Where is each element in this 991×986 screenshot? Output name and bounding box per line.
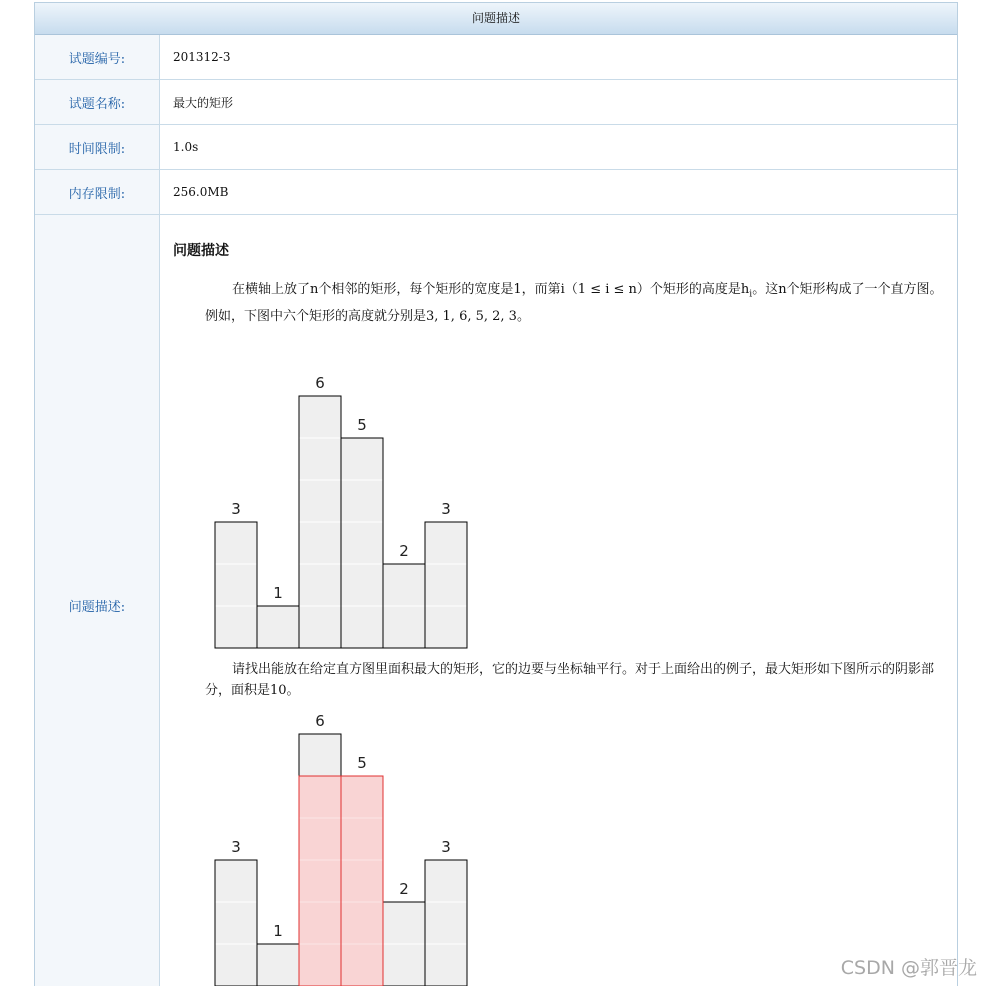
problem-panel [34, 2, 958, 986]
chart2-data-label: 2 [399, 880, 409, 898]
chart1-data-label: 2 [399, 542, 409, 560]
chart2-data-label: 5 [357, 754, 367, 772]
paragraph-1-text-b: 。这n个矩形构成了一个直方图。例如，下图中六个矩形的高度就分别是3, 1, 6, 5, 2, 3。 [205, 282, 943, 324]
field-row-name [35, 80, 957, 125]
field-label-description: 问题描述: [35, 215, 160, 986]
field-row-description [35, 215, 957, 986]
chart1-bar [215, 522, 257, 648]
paragraph-1-text-a: 在横轴上放了n个相邻的矩形，每个矩形的宽度是1，而第i（1 ≤ i ≤ n）个矩形的高度是h [232, 282, 750, 297]
chart1-bar [425, 522, 467, 648]
field-value-name: 最大的矩形 [173, 95, 234, 110]
panel-header: 问题描述 [35, 3, 957, 35]
chart2-data-label: 3 [441, 838, 451, 856]
chart2-bar [257, 944, 299, 986]
chart1-data-label: 3 [441, 500, 451, 518]
paragraph-1-subscript: i [749, 289, 753, 300]
field-label-memory-limit: 内存限制: [35, 170, 160, 214]
chart2-bar [425, 860, 467, 986]
field-label-time-limit: 时间限制: [35, 125, 160, 169]
description-paragraph-2: 请找出能放在给定直方图里面积最大的矩形，它的边要与坐标轴平行。对于上面给出的例子，最大矩形如下图所示的阴影部分，面积是10。 [205, 662, 935, 698]
field-row-time-limit [35, 125, 957, 170]
chart2-bar [215, 860, 257, 986]
field-value-memory-limit: 256.0MB [173, 185, 229, 199]
field-label-id: 试题编号: [35, 35, 160, 79]
chart1-bar [257, 606, 299, 648]
chart2-data-label: 1 [273, 922, 283, 940]
chart2-data-label: 3 [231, 838, 241, 856]
field-label-name: 试题名称: [35, 80, 160, 124]
section-title: 问题描述 [173, 243, 229, 259]
chart2-data-label: 6 [315, 712, 325, 730]
chart1-data-label: 5 [357, 416, 367, 434]
watermark: CSDN @郭晋龙 [840, 957, 977, 979]
field-row-memory-limit [35, 170, 957, 215]
field-value-time-limit: 1.0s [173, 140, 199, 154]
field-row-id [35, 35, 957, 80]
histogram-figures [160, 215, 958, 986]
field-value-id: 201312-3 [173, 50, 231, 64]
chart1-bar [341, 438, 383, 648]
chart1-data-label: 1 [273, 584, 283, 602]
description-content [160, 215, 957, 986]
chart1-data-label: 6 [315, 374, 325, 392]
chart1-data-label: 3 [231, 500, 241, 518]
